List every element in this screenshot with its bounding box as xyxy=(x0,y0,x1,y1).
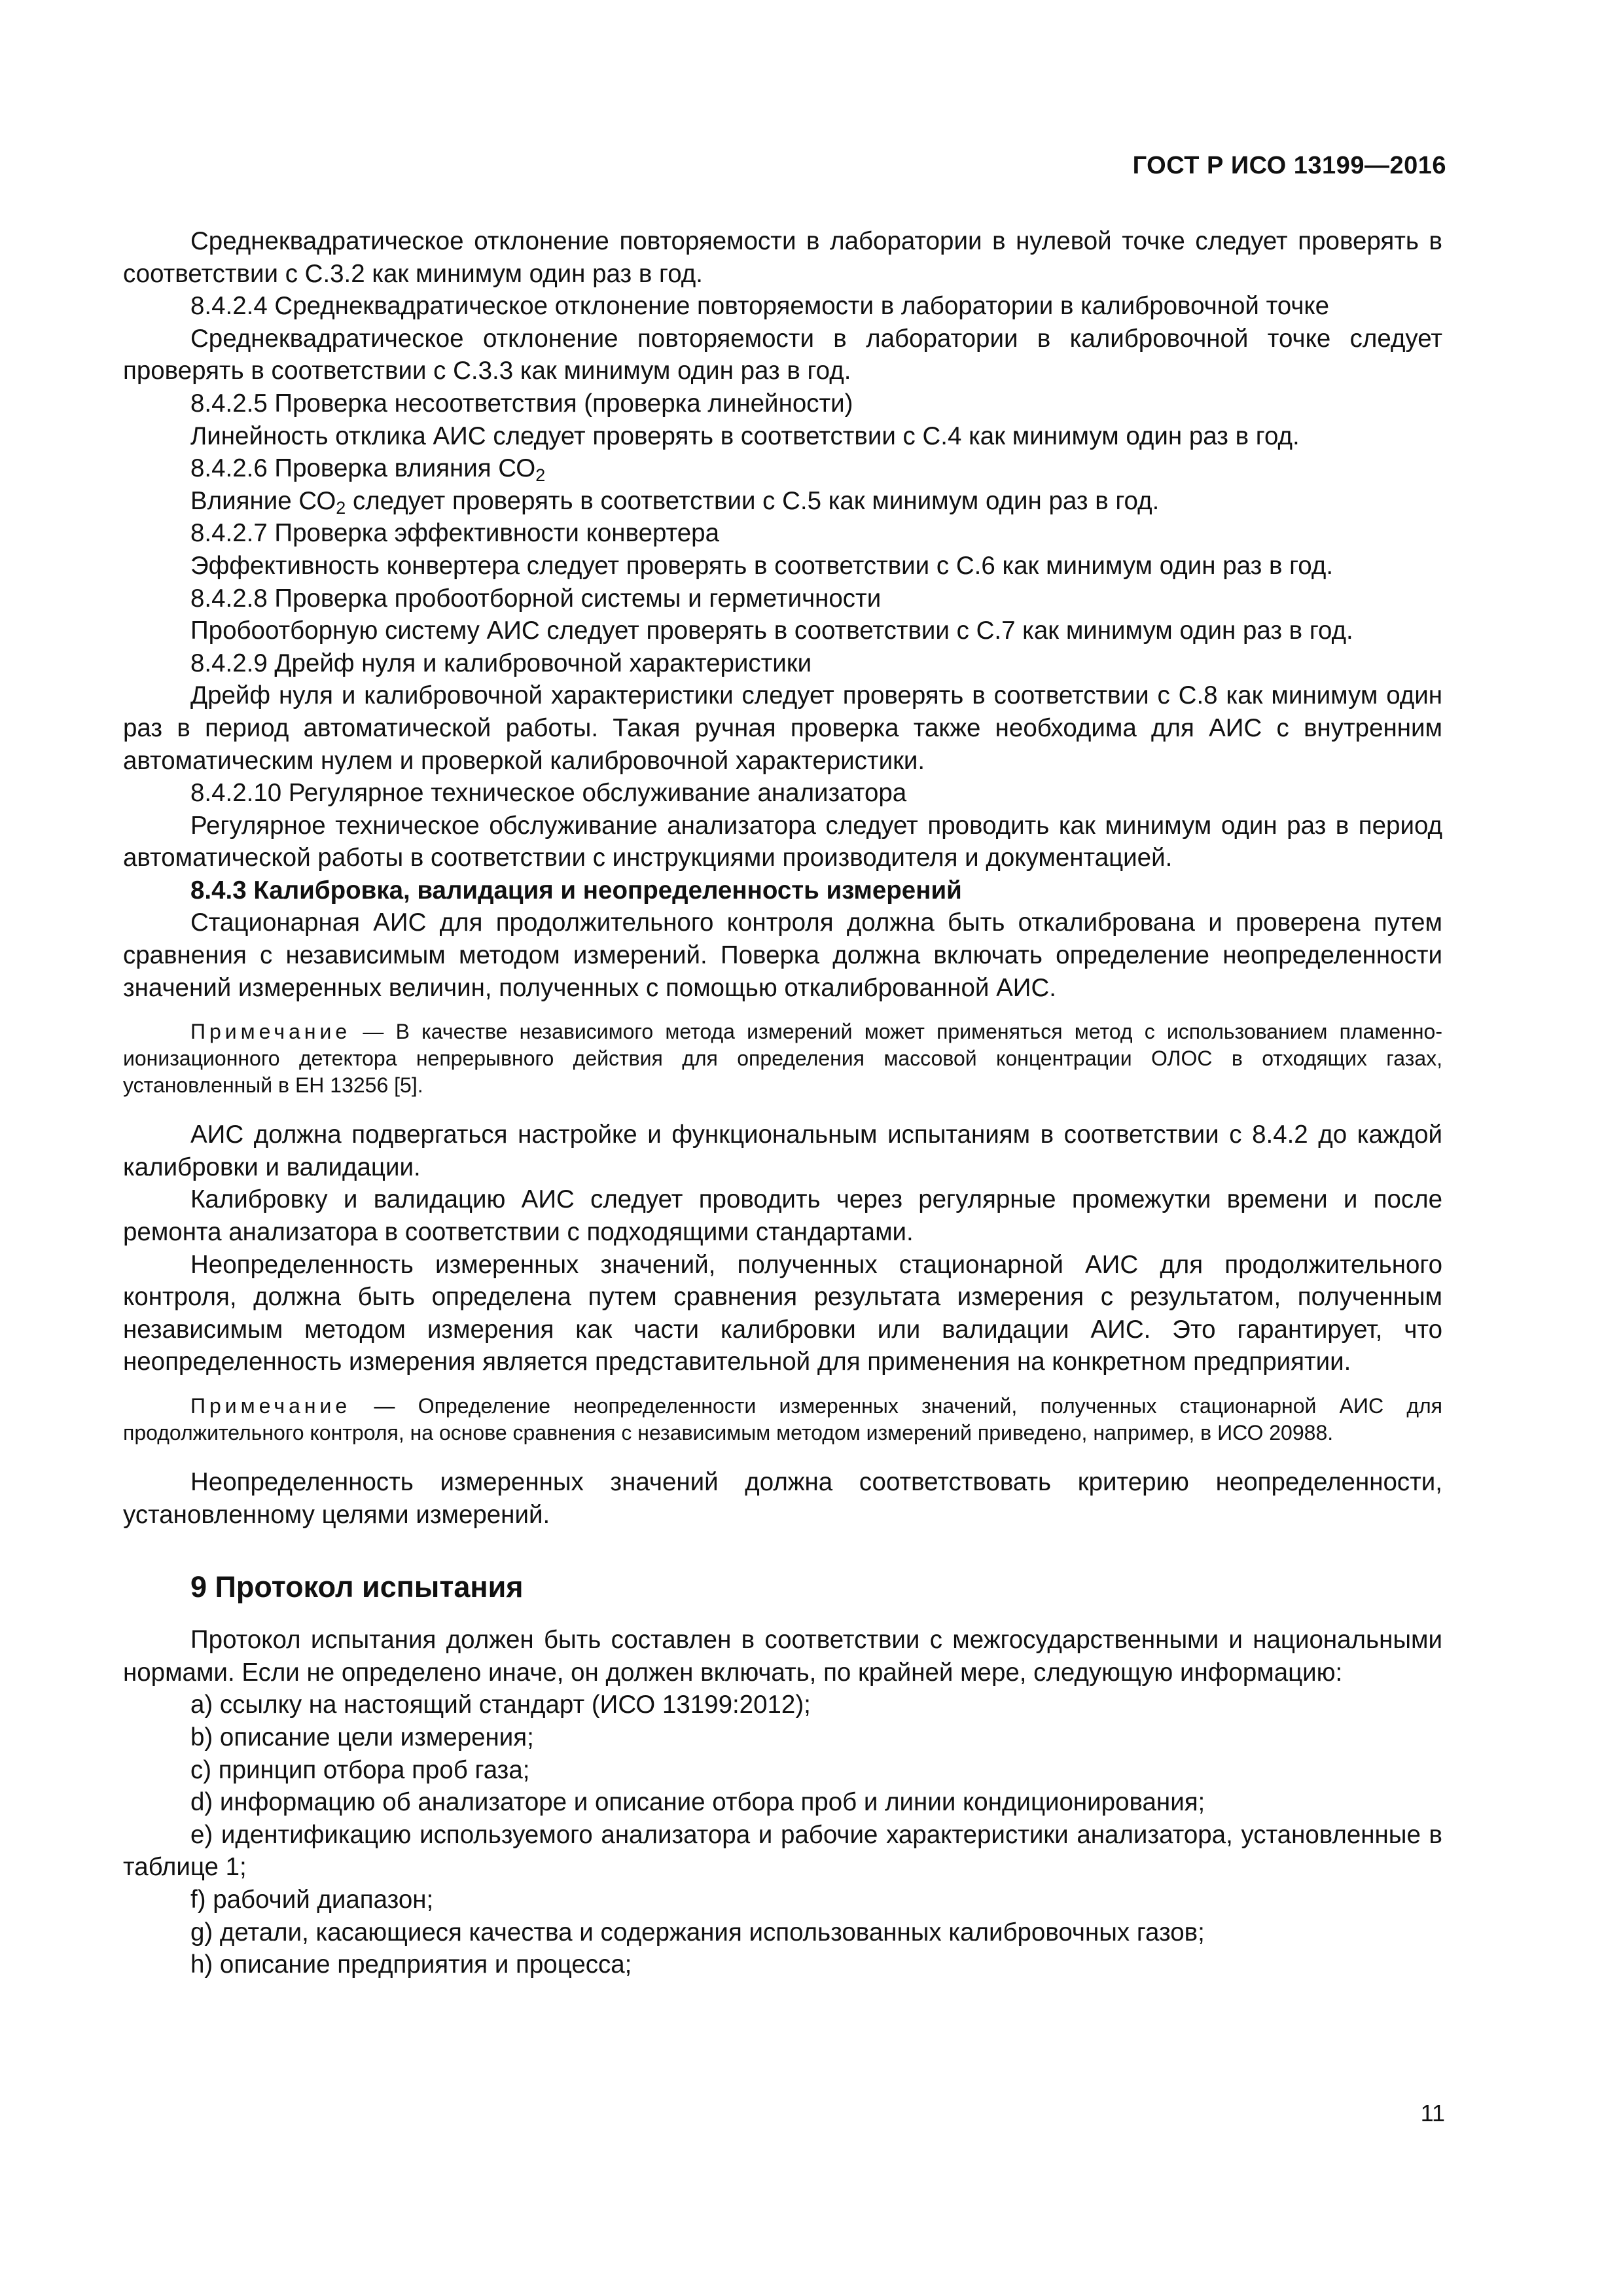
subclause-heading: 8.4.2.5 Проверка несоответствия (проверка линейности) xyxy=(190,389,853,418)
list-item: g) детали, касающиеся качества и содержания использованных калибровочных газов; xyxy=(190,1918,1205,1946)
list-item: c) принцип отбора проб газа; xyxy=(190,1755,530,1784)
subscript: 2 xyxy=(535,465,546,486)
note-label: Примечание xyxy=(190,1020,351,1044)
subclause-heading xyxy=(123,452,1442,485)
subclause-heading: 8.4.2.10 Регулярное техническое обслуживание анализатора xyxy=(190,779,907,808)
paragraph: Неопределенность измеренных значений должна соответствовать критерию неопределенности, установленному целями измерений. xyxy=(123,1468,1442,1529)
subclause-heading: 8.4.2.7 Проверка эффективности конвертера xyxy=(190,519,719,548)
paragraph: Среднеквадратическое отклонение повторяемости в лаборатории в калибровочной точке следует проверять в соответствии с С.3.3 как минимум один раз в год. xyxy=(123,324,1442,386)
page-number: 11 xyxy=(1420,2100,1445,2126)
subclause-heading: 8.4.2.4 Среднеквадратическое отклонение повторяемости в лаборатории в калибровочной точке xyxy=(190,292,1330,321)
paragraph-text: следует проверять в соответствии с С.5 как минимум один раз в год. xyxy=(346,486,1160,515)
paragraph: АИС должна подвергаться настройке и функциональным испытаниям в соответствии с 8.4.2 до каждой калибровки и валидации. xyxy=(123,1121,1442,1181)
list-item: d) информацию об анализаторе и описание отбора проб и линии кондиционирования; xyxy=(190,1788,1205,1817)
section-title: 9 Протокол испытания xyxy=(190,1570,524,1604)
paragraph: Неопределенность измеренных значений, полученных стационарной АИС для продолжительного контроля, должна быть определена путем сравнения результата измерения с результатом, полученным независимым методом измерения как части калибровки или валидации АИС. Это гарантирует, что неопределенность измерения является представительной для применения на конкретном предприятии. xyxy=(123,1250,1442,1376)
list-item: b) описание цели измерения; xyxy=(190,1723,534,1751)
paragraph: Пробоотборную систему АИС следует проверять в соответствии с С.7 как минимум один раз в год. xyxy=(190,617,1353,645)
document-body xyxy=(123,225,1442,1981)
subclause-heading: 8.4.2.9 Дрейф нуля и калибровочной характеристики xyxy=(190,649,812,677)
subclause-heading: 8.4.2.8 Проверка пробоотборной системы и герметичности xyxy=(190,584,882,613)
paragraph: Стационарная АИС для продолжительного контроля должна быть откалибрована и проверена путем сравнения с независимым методом измерений. Поверка должна включать определение неопределенности значений измеренных величин, полученных с помощью откалиброванной АИС. xyxy=(123,908,1442,1002)
note xyxy=(123,1018,1442,1099)
list-item: h) описание предприятия и процесса; xyxy=(190,1950,632,1979)
paragraph: Линейность отклика АИС следует проверять в соответствии с С.4 как минимум один раз в год. xyxy=(190,422,1300,450)
clause-heading: 8.4.3 Калибровка, валидация и неопределенность измерений xyxy=(190,876,962,905)
note-text: — В качестве независимого метода измерений может применяться метод с использованием пламенно-ионизационного детектора непрерывного действия для определения массовой концентрации ОЛОС в отходящих газах, установленный в ЕН 13256 [5]. xyxy=(123,1020,1442,1098)
paragraph: Дрейф нуля и калибровочной характеристики следует проверять в соответствии с С.8 как минимум один раз в период автоматической работы. Такая ручная проверка также необходима для АИС с внутренним автоматическим нулем и проверкой калибровочной характеристики. xyxy=(123,681,1442,775)
note-label: Примечание xyxy=(190,1394,351,1418)
heading-text: 8.4.2.6 Проверка влияния СО xyxy=(190,454,536,483)
list-item: a) ссылку на настоящий стандарт (ИСО 13199:2012); xyxy=(190,1691,811,1719)
list-item: e) идентификацию используемого анализатора и рабочие характеристики анализатора, установленные в таблице 1; xyxy=(123,1820,1442,1882)
paragraph: Калибровку и валидацию АИС следует проводить через регулярные промежутки времени и после ремонта анализатора в соответствии с подходящими стандартами. xyxy=(123,1185,1442,1247)
subscript: 2 xyxy=(336,497,346,518)
document-header: ГОСТ Р ИСО 13199—2016 xyxy=(1132,152,1446,179)
paragraph: Среднеквадратическое отклонение повторяемости в лаборатории в нулевой точке следует проверять в соответствии с С.3.2 как минимум один раз в год. xyxy=(123,227,1442,288)
note-text: — Определение неопределенности измеренных значений, полученных стационарной АИС для продолжительного контроля, на основе сравнения с независимым методом измерений приведено, например, в ИСО 20988. xyxy=(123,1394,1442,1444)
note xyxy=(123,1393,1442,1446)
paragraph xyxy=(123,485,1442,518)
paragraph: Регулярное техническое обслуживание анализатора следует проводить как минимум один раз в период автоматической работы в соответствии с инструкциями производителя и документацией. xyxy=(123,811,1442,872)
list-item: f) рабочий диапазон; xyxy=(190,1885,434,1914)
paragraph: Эффективность конвертера следует проверять в соответствии с С.6 как минимум один раз в год. xyxy=(190,551,1334,580)
paragraph-text: Влияние СО xyxy=(190,486,336,515)
paragraph: Протокол испытания должен быть составлен в соответствии с межгосударственными и национальными нормами. Если не определено иначе, он должен включать, по крайней мере, следующую информацию: xyxy=(123,1626,1442,1687)
